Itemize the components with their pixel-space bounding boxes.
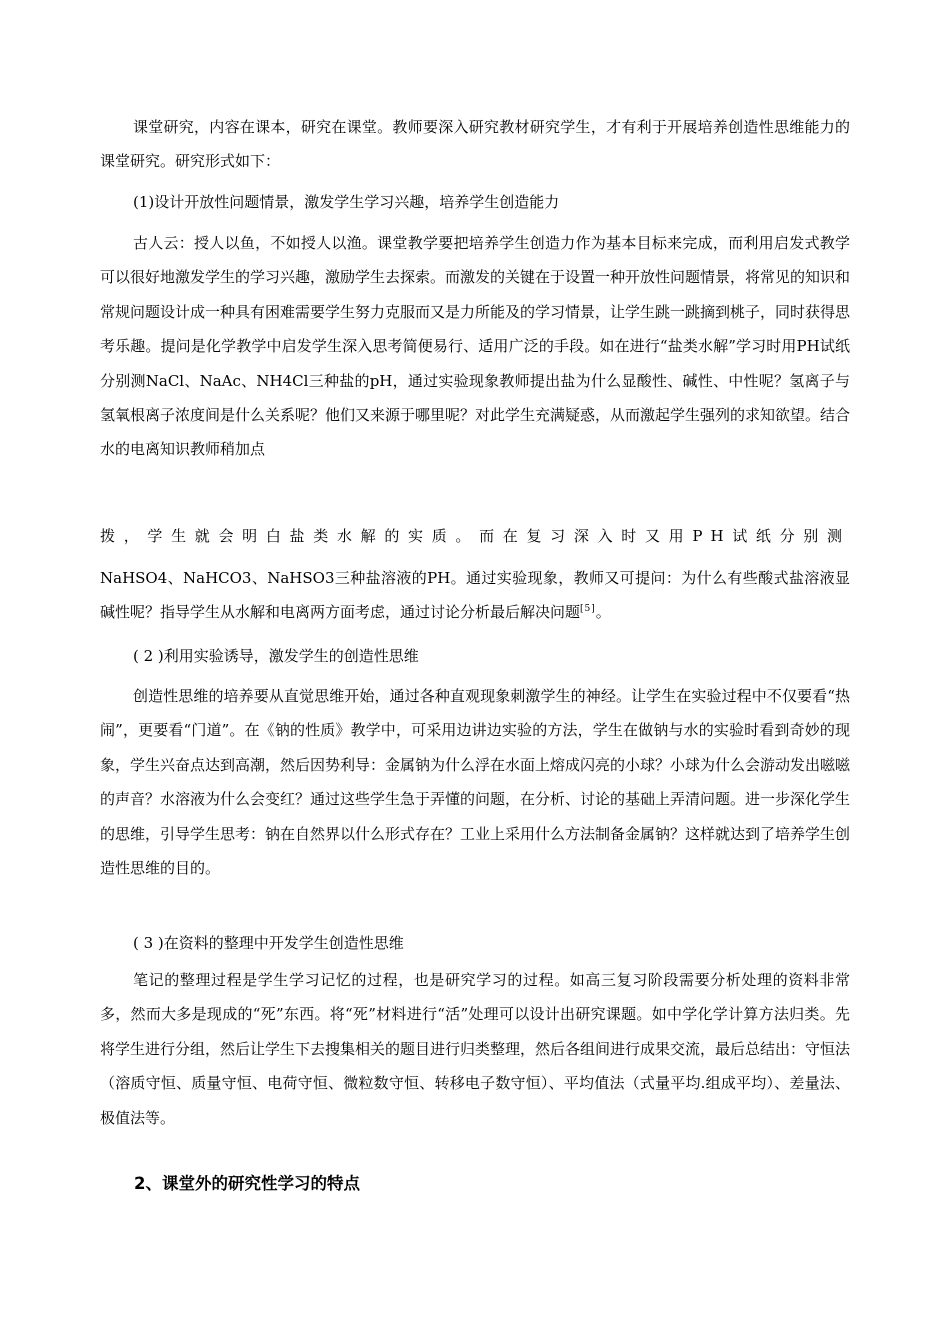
paragraph-notes: 笔记的整理过程是学生学习记忆的过程，也是研究学习的过程。如高三复习阶段需要分析处理的资料非常多，然而大多是现成的“死”东西。将“死”材料进行“活”处理可以设计出研究课题。如中学化学计算方法归类。先将学生进行分组，然后让学生下去搜集相关的题目进行归类整理，然后各组间进行成果交流，最后总结出：守恒法（溶质守恒、质量守恒、电荷守恒、微粒数守恒、转移电子数守恒）、平均值法（式量平均.组成平均）、差量法、极值法等。	[100, 971, 851, 1127]
paragraph-intro: 课堂研究，内容在课本，研究在课堂。教师要深入研究教材研究学生，才有利于开展培养创造性思维能力的课堂研究。研究形式如下：	[100, 118, 850, 171]
paragraph-open-question-end	[100, 561, 850, 630]
subheading-2: ( 2 )利用实验诱导，激发学生的创造性思维	[133, 647, 419, 665]
paragraph-open-question-spread-line: 拨，学生就会明白盐类水解的实质。而在复习深入时又用PH试纸分别测	[100, 527, 850, 545]
paragraph-open-question-end-punct: 。	[595, 603, 611, 622]
paragraph-experiment: 创造性思维的培养要从直觉思维开始，通过各种直观现象刺激学生的神经。让学生在实验过程中不仅要看“热闹”，更要看“门道”。在《钠的性质》教学中，可采用边讲边实验的方法，学生在做钠与水的实验时看到奇妙的现象，学生兴奋点达到高潮，然后因势利导：金属钠为什么浮在水面上熔成闪亮的小球？小球为什么会游动发出嗞嗞的声音？水溶液为什么会变红？通过这些学生急于弄懂的问题，在分析、讨论的基础上弄清问题。进一步深化学生的思维，引导学生思考：钠在自然界以什么形式存在？工业上采用什么方法制备金属钠？这样就达到了培养学生创造性思维的目的。	[100, 687, 851, 878]
paragraph-open-question-end-text: NaHSO4、NaHCO3、NaHSO3三种盐溶液的PH。通过实验现象，教师又可提问：为什么有些酸式盐溶液显碱性呢？指导学生从水解和电离两方面考虑，通过讨论分析最后解决问题	[100, 569, 850, 622]
section-heading: 2、课堂外的研究性学习的特点	[134, 1174, 360, 1193]
subheading-3: ( 3 )在资料的整理中开发学生创造性思维	[133, 934, 404, 952]
subheading-1: (1)设计开放性问题情景，激发学生学习兴趣，培养学生创造能力	[133, 193, 560, 211]
paragraph-open-question: 古人云：授人以鱼，不如授人以渔。课堂教学要把培养学生创造力作为基本目标来完成，而利用启发式教学可以很好地激发学生的学习兴趣，激励学生去探索。而激发的关键在于设置一种开放性问题情景，将常见的知识和常规问题设计成一种具有困难需要学生努力克服而又是力所能及的学习情景，让学生跳一跳摘到桃子，同时获得思考乐趣。提问是化学教学中启发学生深入思考简便易行、适用广泛的手段。如在进行“盐类水解”学习时用PH试纸分别测NaCl、NaAc、NH4Cl三种盐的pH，通过实验现象教师提出盐为什么显酸性、碱性、中性呢？氢离子与氢氧根离子浓度间是什么关系呢？他们又来源于哪里呢？对此学生充满疑惑，从而激起学生强列的求知欲望。结合水的电离知识教师稍加点	[100, 234, 851, 459]
citation-ref: [5]	[580, 604, 596, 615]
